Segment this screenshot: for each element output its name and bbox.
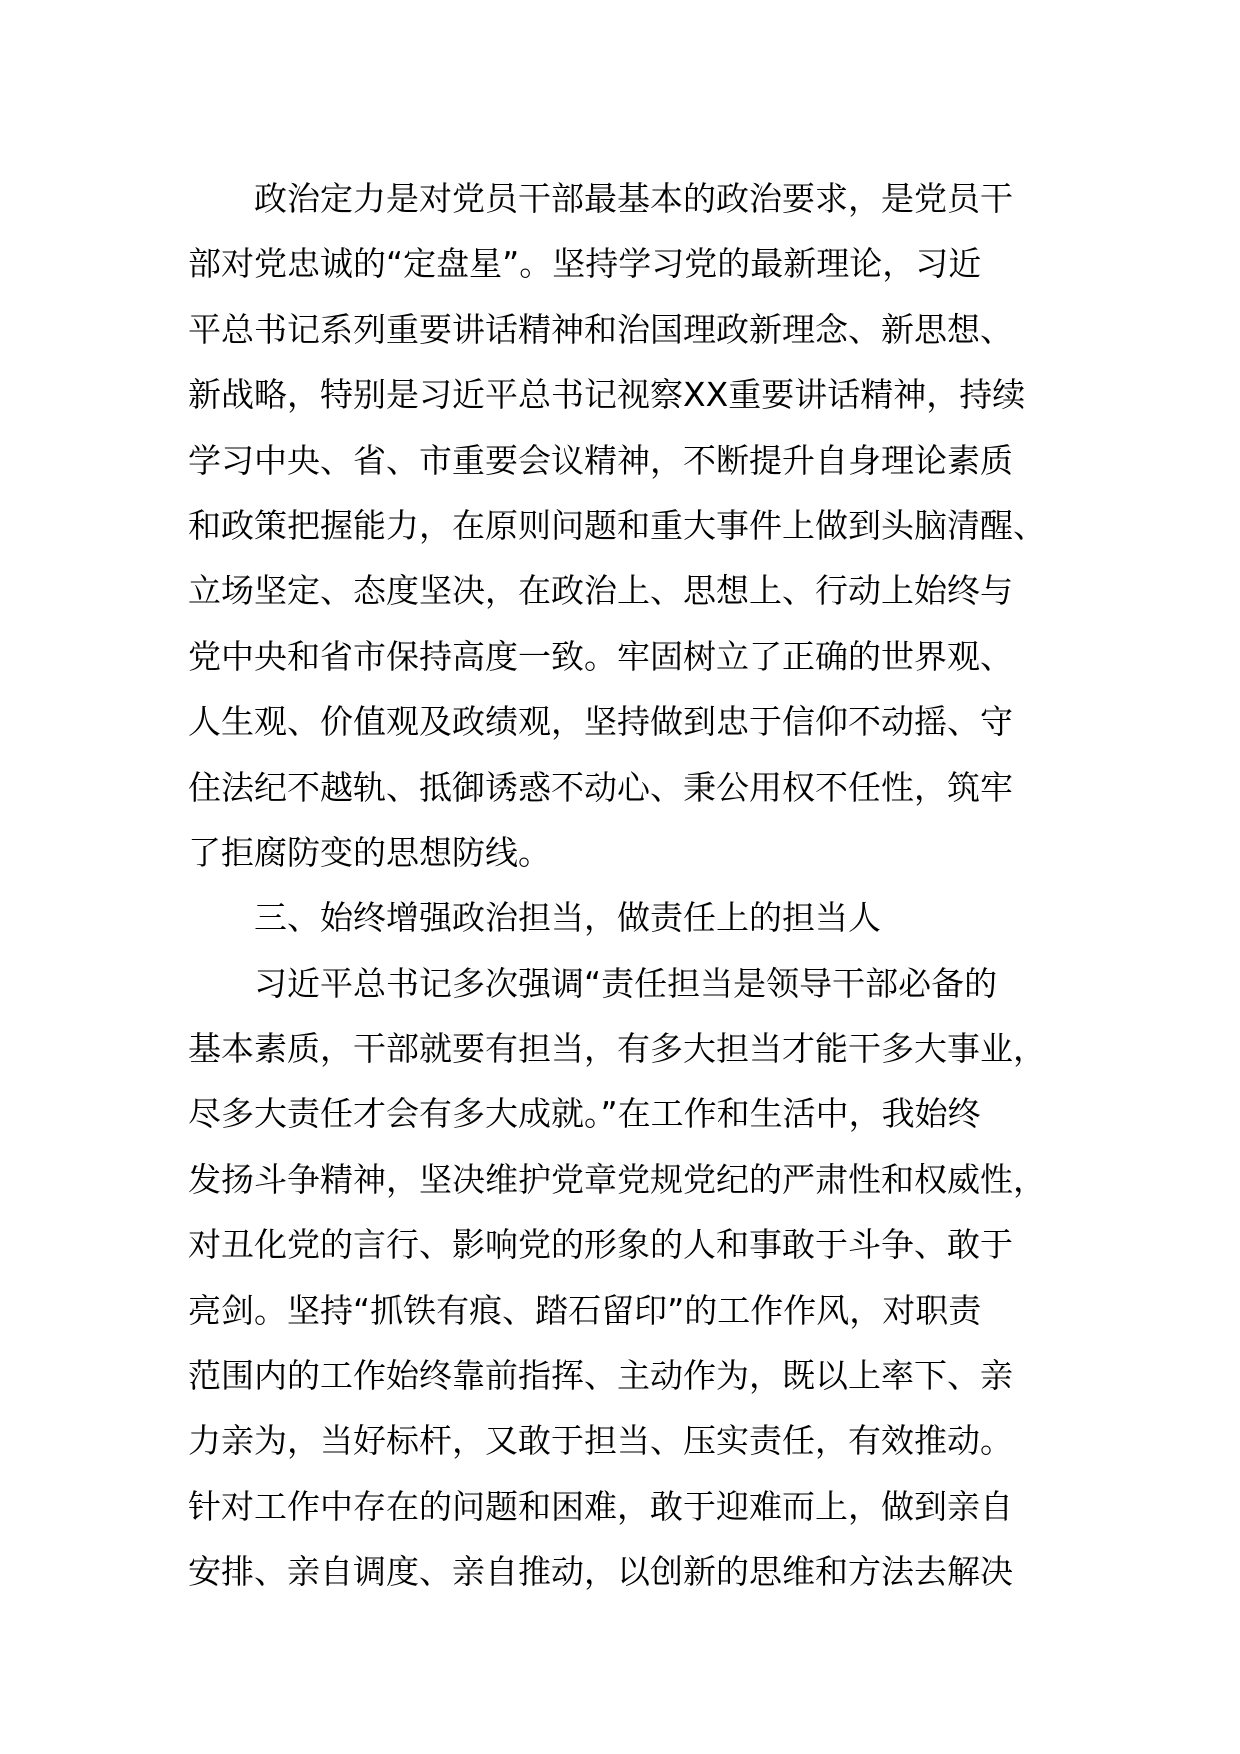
paragraph-line: 党中央和省市保持高度一致。牢固树立了正确的世界观、 xyxy=(188,636,1013,676)
paragraph-line: 平总书记系列重要讲话精神和治国理政新理念、新思想、 xyxy=(188,309,1013,349)
paragraph-line: 立场坚定、态度坚决，在政治上、思想上、行动上始终与 xyxy=(188,571,1013,611)
section-heading: 三、始终增强政治担当，做责任上的担当人 xyxy=(254,898,881,938)
paragraph-line: 部对党忠诚的“定盘星”。坚持学习党的最新理论，习近 xyxy=(188,244,982,284)
paragraph-line: 基本素质，干部就要有担当，有多大担当才能干多大事业， xyxy=(188,1029,1046,1069)
paragraph-line: 习近平总书记多次强调“责任担当是领导干部必备的 xyxy=(254,963,998,1003)
paragraph-line: 安排、亲自调度、亲自推动，以创新的思维和方法去解决 xyxy=(188,1552,1013,1592)
paragraph-line: 政治定力是对党员干部最基本的政治要求，是党员干 xyxy=(254,179,1013,218)
paragraph-line: 了拒腐防变的思想防线。 xyxy=(188,832,551,872)
paragraph-line: 和政策把握能力，在原则问题和重大事件上做到头脑清醒、 xyxy=(188,505,1046,545)
body-text xyxy=(188,166,1068,1605)
paragraph-line: 发扬斗争精神，坚决维护党章党规党纪的严肃性和权威性， xyxy=(188,1159,1046,1199)
paragraph-line: 学习中央、省、市重要会议精神，不断提升自身理论素质 xyxy=(188,440,1013,480)
paragraph-line: 住法纪不越轨、抵御诱惑不动心、秉公用权不任性，筑牢 xyxy=(188,767,1013,807)
paragraph-line: 尽多大责任才会有多大成就。”在工作和生活中，我始终 xyxy=(188,1094,981,1134)
paragraph-line: 针对工作中存在的问题和困难，敢于迎难而上，做到亲自 xyxy=(188,1486,1013,1526)
paragraph-line: 范围内的工作始终靠前指挥、主动作为，既以上率下、亲 xyxy=(188,1356,1013,1396)
paragraph-line: 力亲为，当好标杆，又敢于担当、压实责任，有效推动。 xyxy=(188,1421,1013,1461)
paragraph-line: 人生观、价值观及政绩观，坚持做到忠于信仰不动摇、守 xyxy=(188,702,1013,742)
paragraph-line: 对丑化党的言行、影响党的形象的人和事敢于斗争、敢于 xyxy=(188,1225,1013,1265)
paragraph-line: 新战略，特别是习近平总书记视察XX重要讲话精神，持续 xyxy=(188,375,1026,415)
paragraph-line: 亮剑。坚持“抓铁有痕、踏石留印”的工作作风，对职责 xyxy=(188,1290,982,1330)
